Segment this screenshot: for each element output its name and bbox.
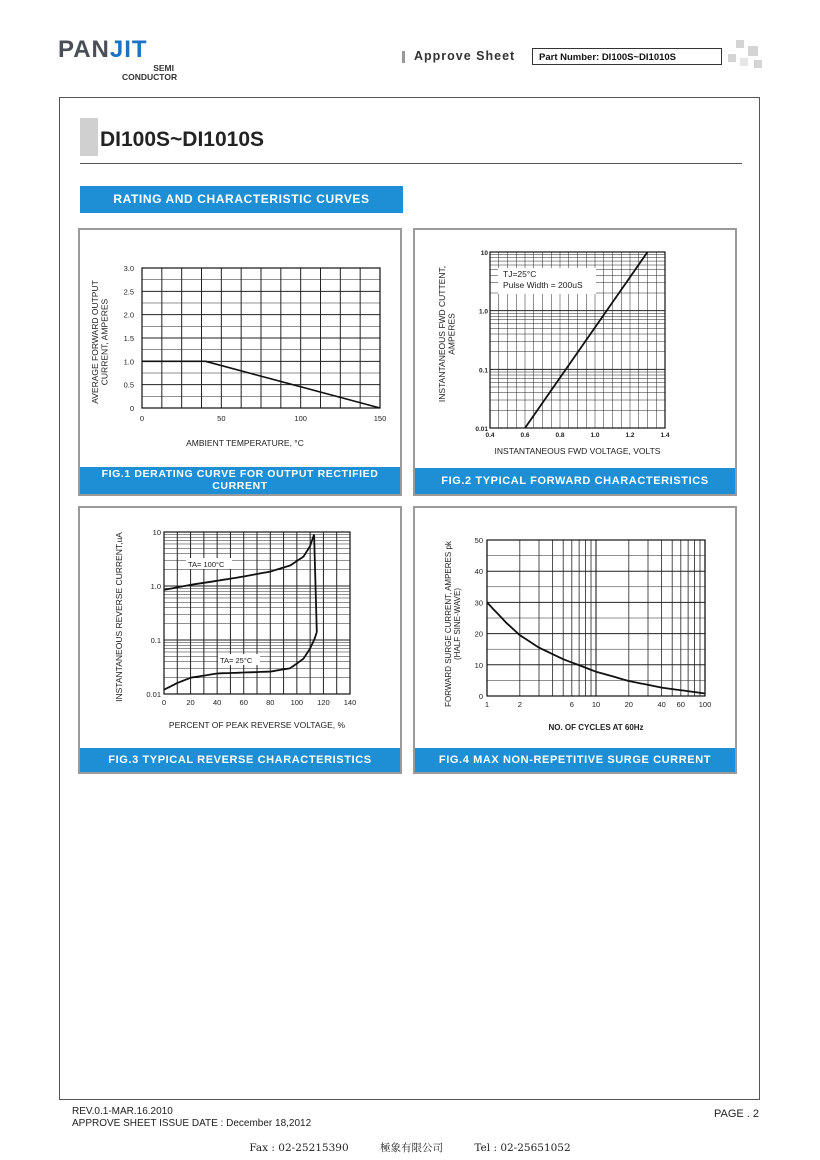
fig1-xtick: 50 xyxy=(217,414,226,423)
fig1-ytick: 1.0 xyxy=(123,357,134,367)
title-divider xyxy=(80,163,742,164)
fig1-ylabel: AVERAGE FORWARD OUTPUTCURRENT, AMPERES xyxy=(90,280,110,404)
approve-bar-accent xyxy=(402,51,405,63)
fig4-ylabel: FORWARD SURGE CURRENT, AMPERES pk(HALF SINE-WAVE) xyxy=(444,541,462,707)
logo-text-pan: PAN xyxy=(58,36,110,63)
fig3-ytick: 0.01 xyxy=(146,690,161,699)
fig4-ytick: 30 xyxy=(474,598,483,608)
contact-line xyxy=(0,1140,820,1155)
fig1-xtick: 100 xyxy=(294,414,307,423)
revision-text: REV.0.1-MAR.16.2010 xyxy=(72,1106,173,1117)
fig4-xtick: 2 xyxy=(517,700,522,709)
fig4-xtick: 20 xyxy=(624,700,633,709)
fig4-caption: FIG.4 MAX NON-REPETITIVE SURGE CURRENT xyxy=(415,748,735,772)
title-accent-block xyxy=(80,118,98,156)
fig2-xtick: 0.6 xyxy=(520,432,530,439)
fig3-series-100c-label: TA= 100°C xyxy=(188,560,225,569)
fig1-ytick: 0 xyxy=(129,404,134,413)
part-number-box: Part Number: DI100S~DI1010S xyxy=(532,48,722,65)
logo-text-jit: JIT xyxy=(109,36,148,63)
issue-date-text: APPROVE SHEET ISSUE DATE : December 18,2012 xyxy=(72,1118,312,1129)
fig3-xtick: 20 xyxy=(186,698,195,707)
fig1-caption: FIG.1 DERATING CURVE FOR OUTPUT RECTIFIED CURRENT xyxy=(80,467,400,494)
fig3-series-25c-label: TA= 25°C xyxy=(220,656,253,665)
fig4-ytick: 0 xyxy=(478,692,483,701)
fig2-ytick: 0.1 xyxy=(478,367,488,375)
fig1-xlabel: AMBIENT TEMPERATURE, °C xyxy=(186,438,304,448)
fig4-ytick: 40 xyxy=(474,567,483,577)
fig4-xtick: 1 xyxy=(484,700,490,709)
fig1-ytick: 2.0 xyxy=(123,310,134,320)
page-number: PAGE . 2 xyxy=(714,1108,760,1120)
fig3-breakdown-line xyxy=(314,535,317,633)
fig4-ytick: 10 xyxy=(474,660,483,670)
fig2-xtick: 1.4 xyxy=(660,432,670,439)
fig4-xtick: 100 xyxy=(698,700,712,709)
fig4-chart xyxy=(415,508,735,746)
fig4-xtick: 10 xyxy=(591,700,601,709)
fig2-chart xyxy=(415,230,735,468)
fig2-annotation-tj: TJ=25°C xyxy=(503,269,537,279)
fig4-xtick: 40 xyxy=(657,700,666,709)
fig3-ylabel: INSTANTANEOUS REVERSE CURRENT,uA xyxy=(114,532,124,702)
tel-number: Tel : 02-25651052 xyxy=(474,1142,571,1154)
fig4-panel xyxy=(413,506,737,774)
fig2-xtick: 1.0 xyxy=(590,432,600,439)
fig3-chart xyxy=(80,508,400,746)
fig1-ytick: 3.0 xyxy=(123,264,134,273)
approve-sheet-label: Approve Sheet xyxy=(414,49,516,63)
fig2-panel xyxy=(413,228,737,496)
fig3-caption: FIG.3 TYPICAL REVERSE CHARACTERISTICS xyxy=(80,748,400,772)
fig3-ytick: 1.0 xyxy=(150,582,161,591)
fig4-xtick: 6 xyxy=(569,700,574,709)
company-name: 極象有限公司 xyxy=(380,1142,443,1154)
fig4-xlabel: NO. OF CYCLES AT 60Hz xyxy=(548,723,644,732)
fig2-xtick: 0.8 xyxy=(555,432,565,439)
fig1-ytick: 2.5 xyxy=(123,287,134,297)
fig2-xtick: 1.2 xyxy=(625,432,635,439)
fig2-xtick: 0.4 xyxy=(485,432,495,439)
fig3-xtick: 120 xyxy=(317,698,330,707)
fig3-xtick: 0 xyxy=(161,698,167,707)
fig3-ytick: 10 xyxy=(152,528,161,537)
fig1-ytick: 1.5 xyxy=(123,334,134,343)
fig3-xtick: 100 xyxy=(290,698,304,707)
fig3-xtick: 80 xyxy=(266,698,275,707)
fig1-panel xyxy=(78,228,402,496)
fig2-xlabel: INSTANTANEOUS FWD VOLTAGE, VOLTS xyxy=(494,446,661,456)
fig3-panel xyxy=(78,506,402,774)
fig2-ytick: 10 xyxy=(480,250,488,257)
fig2-ytick: 1.0 xyxy=(478,308,488,316)
fig2-ylabel: INSTANTANEOUS FWD CUTTENT,AMPERES xyxy=(437,265,457,403)
panjit-logo xyxy=(58,36,188,88)
fig1-chart xyxy=(80,230,400,468)
logo-sub-semi: SEMI xyxy=(153,63,174,73)
fig4-xtick: 60 xyxy=(676,700,685,709)
fig3-xtick: 140 xyxy=(343,698,357,707)
page-title: DI100S~DI1010S xyxy=(100,128,265,151)
fig3-ytick: 0.1 xyxy=(150,636,161,645)
fig4-ytick: 50 xyxy=(474,536,483,545)
fig2-caption: FIG.2 TYPICAL FORWARD CHARACTERISTICS xyxy=(415,468,735,494)
fig4-ytick: 20 xyxy=(474,629,483,639)
decorative-squares xyxy=(728,40,768,80)
fig3-xtick: 60 xyxy=(239,698,248,707)
fig2-annotation-pw: Pulse Width = 200uS xyxy=(503,280,583,290)
fig1-xtick: 0 xyxy=(139,414,145,423)
logo-sub-conductor: CONDUCTOR xyxy=(122,72,178,82)
fig2-ytick: 0.01 xyxy=(475,426,488,433)
fig1-ytick: 0.5 xyxy=(123,380,134,390)
fax-number: Fax : 02-25215390 xyxy=(249,1142,349,1154)
section-header: RATING AND CHARACTERISTIC CURVES xyxy=(80,186,403,213)
fig1-xtick: 150 xyxy=(373,414,387,423)
fig3-xtick: 40 xyxy=(212,698,222,707)
fig3-xlabel: PERCENT OF PEAK REVERSE VOLTAGE, % xyxy=(168,720,346,730)
